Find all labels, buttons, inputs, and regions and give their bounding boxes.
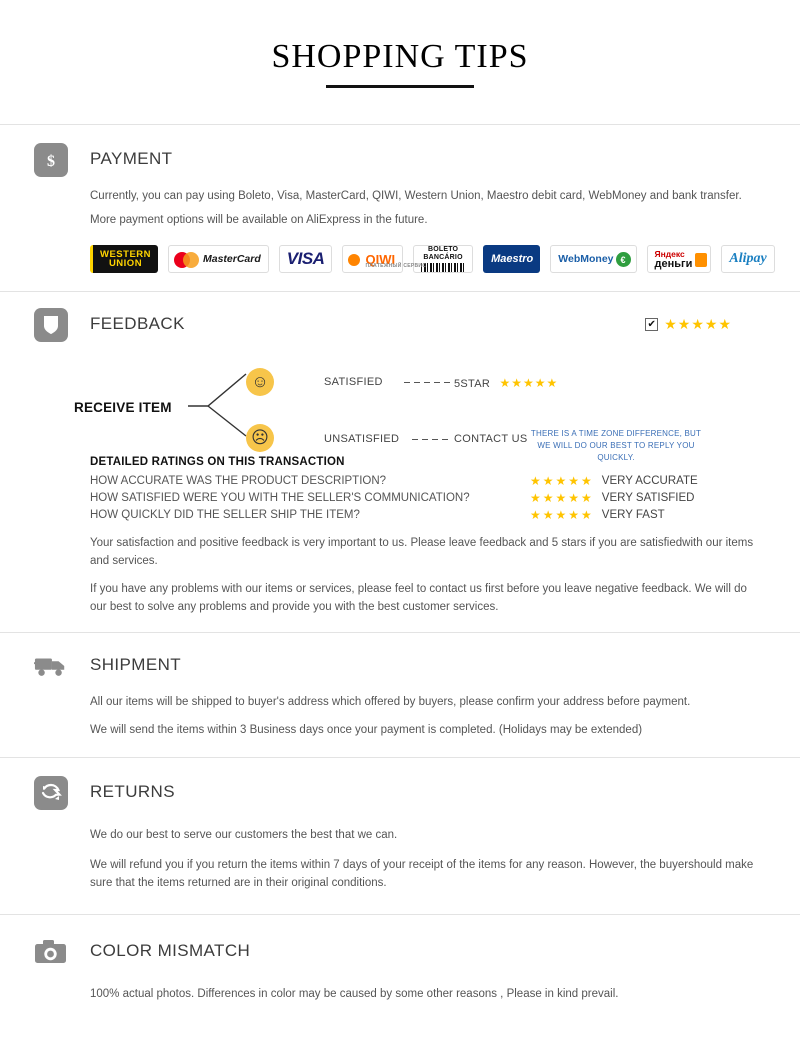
- western-union-logo: WESTERN UNION: [90, 245, 158, 273]
- mastercard-logo: MasterCard: [168, 245, 269, 273]
- qiwi-dot-icon: [348, 254, 360, 266]
- top-stars: ★★★★★: [664, 316, 732, 332]
- color-mismatch-text-1: 100% actual photos. Differences in color may be caused by some other reasons , Please in kind prevail.: [90, 988, 619, 1000]
- five-star-label: 5STAR: [454, 378, 491, 390]
- yandex-money-mark-icon: [695, 253, 707, 267]
- qiwi-logo: QIWI ПЛАТЕЖНЫЙ СЕРВИС: [342, 245, 403, 273]
- maestro-logo: Maestro: [483, 245, 540, 273]
- visa-logo: VISA: [279, 245, 333, 273]
- rating-label: VERY ACCURATE: [601, 475, 698, 487]
- satisfied-label: SATISFIED: [324, 376, 383, 388]
- timezone-note: THERE IS A TIME ZONE DIFFERENCE, BUT WE WILL DO OUR BEST TO REPLY YOU QUICKLY.: [530, 429, 702, 462]
- returns-text-2: We will refund you if you return the items within 7 days of your receipt of the items for any reason. However, the buyershould make sure that the items returned are in their original conditions.: [90, 859, 754, 889]
- unsatisfied-label: UNSATISFIED: [324, 433, 400, 445]
- feedback-paragraph-1: Your satisfaction and positive feedback is very important to us. Please leave feedback and 5 stars if you are satisfiedwith our items and services.: [90, 537, 754, 567]
- feedback-paragraph-2: If you have any problems with our items or services, please feel to contact us first before you leave negative feedback. We will do our best to solve any problems and provide you with the best customer services.: [90, 583, 747, 613]
- shipment-text-2: We will send the items within 3 Business days once your payment is completed. (Holidays may be extended): [90, 724, 643, 736]
- shipment-text-1: All our items will be shipped to buyer's address which offered by buyers, please confirm your address before payment.: [90, 696, 691, 708]
- shipment-section: [0, 633, 800, 757]
- boleto-logo: BOLETO BANCÁRIO: [413, 245, 473, 273]
- contact-us-outcome: CONTACT US: [454, 433, 528, 445]
- rating-question: HOW SATISFIED WERE YOU WITH THE SELLER'S COMMUNICATION?: [90, 492, 470, 504]
- connector-unsatisfied: [412, 439, 450, 440]
- flow-branch-lines: [186, 366, 250, 446]
- connector-satisfied: [404, 382, 450, 383]
- rating-question: HOW QUICKLY DID THE SELLER SHIP THE ITEM?: [90, 509, 360, 521]
- receive-item-label: RECEIVE ITEM: [74, 400, 172, 415]
- shipment-heading: SHIPMENT: [90, 655, 182, 674]
- rating-question: HOW ACCURATE WAS THE PRODUCT DESCRIPTION?: [90, 475, 387, 487]
- page-title: SHOPPING TIPS: [271, 38, 529, 75]
- five-star-outcome: [454, 376, 558, 390]
- yandex-money-logo: Яндекс деньги: [647, 245, 712, 273]
- checkbox-checked-icon[interactable]: ✔: [645, 318, 658, 331]
- webmoney-euro-icon: €: [616, 252, 631, 267]
- payment-heading: PAYMENT: [90, 149, 173, 168]
- returns-text-1: We do our best to serve our customers the best that we can.: [90, 829, 398, 841]
- rating-stars: ★★★★★: [530, 474, 594, 488]
- rating-stars: ★★★★★: [530, 491, 594, 505]
- detailed-ratings-title: DETAILED RATINGS ON THIS TRANSACTION: [90, 456, 345, 468]
- five-star-stars: ★★★★★: [499, 376, 559, 390]
- sad-face-icon: ☹: [246, 424, 274, 452]
- payment-text-2: More payment options will be available on AliExpress in the future.: [90, 214, 428, 226]
- title-underline: [326, 85, 474, 88]
- color-mismatch-heading: COLOR MISMATCH: [90, 941, 251, 960]
- rating-row: [90, 508, 766, 522]
- alipay-logo: Alipay: [721, 245, 774, 273]
- mastercard-circle-yellow: [183, 252, 199, 268]
- color-mismatch-section: [0, 915, 800, 1003]
- webmoney-logo: WebMoney €: [550, 245, 636, 273]
- rating-label: VERY FAST: [601, 509, 665, 521]
- returns-section: [0, 758, 800, 914]
- shield-icon: [34, 308, 68, 342]
- payment-text-1: Currently, you can pay using Boleto, Visa, MasterCard, QIWI, Western Union, Maestro debit card, WebMoney and bank transfer.: [90, 190, 742, 202]
- refresh-icon: [34, 776, 68, 810]
- payment-section: [0, 125, 800, 291]
- camera-icon: [34, 935, 68, 969]
- truck-icon: [34, 649, 68, 683]
- feedback-heading: FEEDBACK: [90, 314, 185, 333]
- rating-stars: ★★★★★: [530, 508, 594, 522]
- barcode-icon: [421, 263, 465, 272]
- page-title-block: [0, 0, 800, 88]
- rating-row: [90, 474, 766, 488]
- rating-label: VERY SATISFIED: [601, 492, 695, 504]
- svg-text:$: $: [47, 153, 55, 170]
- returns-heading: RETURNS: [90, 782, 175, 801]
- rating-row: [90, 491, 766, 505]
- feedback-section: [0, 292, 800, 632]
- happy-face-icon: ☺: [246, 368, 274, 396]
- dollar-icon: [34, 143, 68, 177]
- payment-logos: [90, 245, 766, 273]
- feedback-top-rating: [645, 316, 732, 333]
